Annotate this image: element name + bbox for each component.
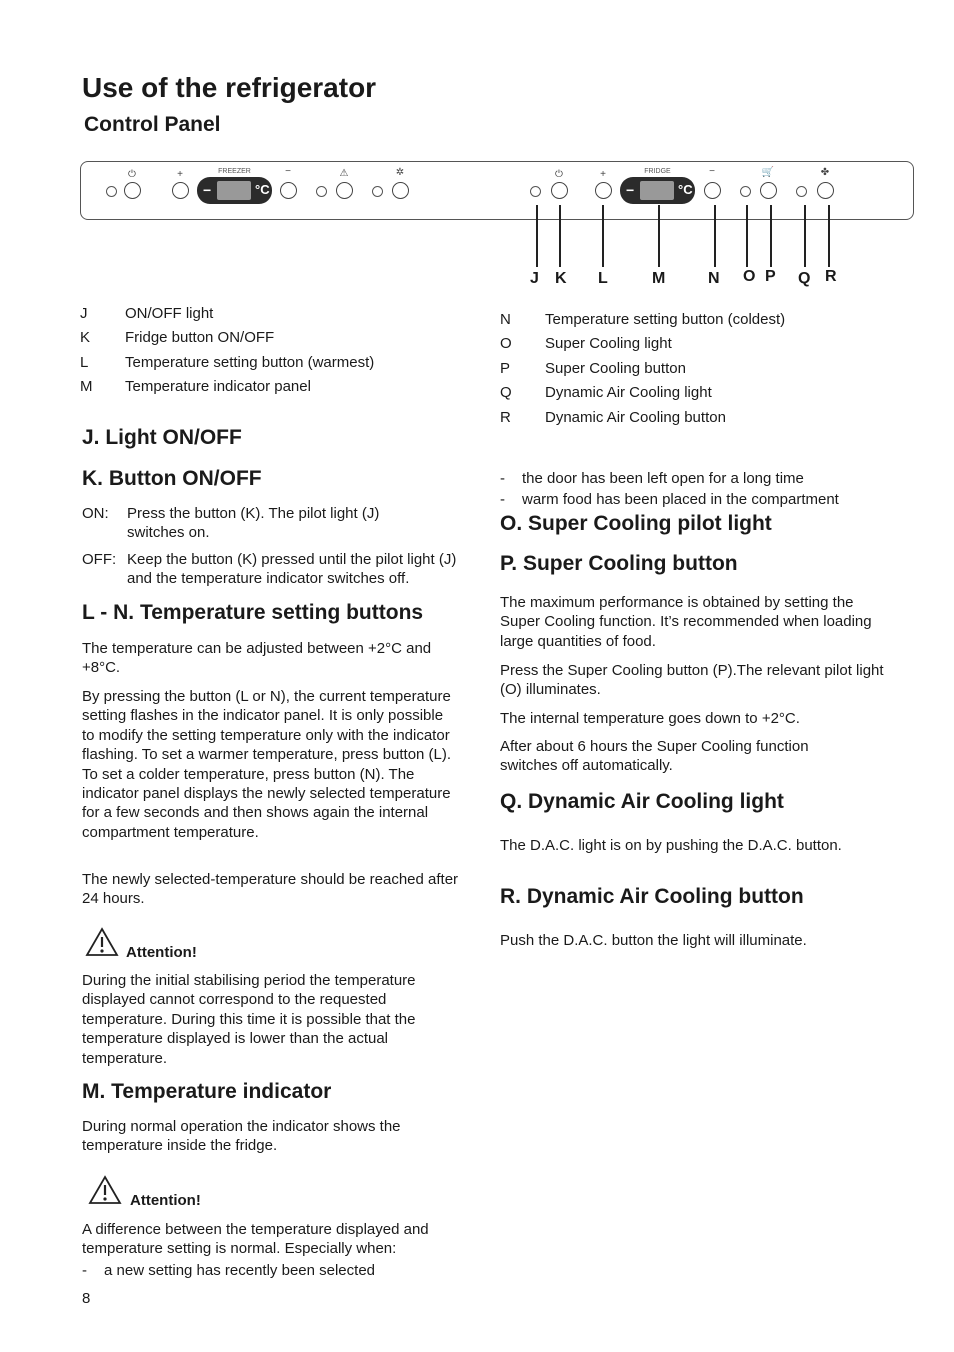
bullet-text: the door has been left open for a long time	[522, 470, 804, 487]
callout-line-o	[746, 205, 748, 267]
legend-label: Temperature setting button (coldest)	[545, 311, 786, 328]
freezer-colder-button	[280, 182, 297, 199]
callout-letter: L	[598, 270, 608, 287]
legend-label: Temperature setting button (warmest)	[125, 354, 375, 371]
callout-line-m	[658, 205, 660, 267]
legend-key: R	[500, 409, 511, 426]
fan-icon: ✤	[820, 167, 830, 178]
super-cooling-light	[740, 186, 751, 197]
paragraph: The newly selected-temperature should be reached after 24 hours.	[82, 871, 459, 908]
display-window	[640, 181, 674, 200]
fridge-colder-button	[704, 182, 721, 199]
alarm-button	[336, 182, 353, 199]
paragraph: After about 6 hours the Super Cooling function switches off automatically.	[500, 738, 809, 775]
bullet-text: warm food has been placed in the compartment	[522, 491, 839, 508]
display-window	[217, 181, 251, 200]
freezer-display-label: FREEZER	[218, 168, 251, 175]
snowflake-icon: ✲	[395, 167, 405, 178]
paragraph: During the initial stabilising period the temperature displayed cannot correspond to the requested temperature. During this time it is possible that the temperature displayed is lower than the actual temperature.	[82, 972, 416, 1067]
paragraph: The temperature can be adjusted between +2°C and +8°C.	[82, 640, 432, 677]
display-degree: °C	[255, 182, 270, 197]
fridge-onoff-light	[530, 186, 541, 197]
display-minus: −	[203, 182, 212, 198]
fast-freeze-button	[392, 182, 409, 199]
callout-letter: O	[743, 268, 756, 285]
legend-label: Dynamic Air Cooling button	[545, 409, 726, 426]
warning-icon	[88, 1175, 122, 1205]
callout-letter: Q	[798, 270, 811, 287]
legend-key: K	[80, 329, 91, 346]
legend-label: Super Cooling light	[545, 335, 672, 352]
fridge-onoff-button	[551, 182, 568, 199]
heading-p: P. Super Cooling button	[500, 552, 738, 575]
heading-m: M. Temperature indicator	[82, 1080, 332, 1103]
freezer-warmer-button	[172, 182, 189, 199]
on-key: ON:	[82, 505, 109, 522]
freezer-onoff-light	[106, 186, 117, 197]
bullet-dash: -	[82, 1262, 87, 1279]
bullet-text: a new setting has recently been selected	[104, 1262, 376, 1279]
fridge-display-label: FRIDGE	[644, 168, 671, 175]
paragraph: During normal operation the indicator shows the temperature inside the fridge.	[82, 1118, 401, 1155]
callout-line-r	[828, 205, 830, 267]
paragraph: A difference between the temperature displayed and temperature setting is normal. Especially when:	[82, 1221, 429, 1258]
legend-key: L	[80, 354, 89, 371]
callout-line-p	[770, 205, 772, 267]
callout-line-k	[559, 205, 561, 267]
paragraph: Press the Super Cooling button (P).The relevant pilot light (O) illuminates.	[500, 662, 884, 699]
attention-label: Attention!	[126, 944, 197, 961]
legend-key: J	[80, 305, 88, 322]
heading-l-n: L - N. Temperature setting buttons	[82, 601, 424, 624]
heading-k: K. Button ON/OFF	[82, 467, 262, 490]
power-icon: ⏻	[128, 169, 136, 180]
fridge-display	[620, 177, 695, 204]
callout-letter: N	[708, 270, 720, 287]
bullet-dash: -	[500, 491, 505, 508]
display-degree: °C	[678, 182, 693, 197]
section-subtitle: Control Panel	[84, 113, 221, 136]
callout-letter: R	[825, 268, 837, 285]
freezer-onoff-button	[124, 182, 141, 199]
warning-icon: ⚠	[339, 168, 349, 179]
paragraph: Push the D.A.C. button the light will illuminate.	[500, 932, 807, 949]
super-cooling-button	[760, 182, 777, 199]
dac-light	[796, 186, 807, 197]
paragraph: By pressing the button (L or N), the current temperature setting flashes in the indicator panel. It is only possible to modify the setting temperature only with the indicator flashing. To set a warmer temperature, press button (L). To set a colder temperature, press button (N). The indicator panel displays the newly selected temperature for a few seconds and then shows again the internal compartment temperature.	[82, 688, 452, 841]
paragraph: The maximum performance is obtained by setting the Super Cooling function. It’s recommended when loading large quantities of food.	[500, 594, 872, 650]
plus-icon: +	[600, 169, 606, 180]
warning-icon	[85, 927, 119, 957]
paragraph: The D.A.C. light is on by pushing the D.A.C. button.	[500, 837, 842, 854]
callout-letter: K	[555, 270, 567, 287]
fridge-warmer-button	[595, 182, 612, 199]
display-minus: −	[626, 182, 635, 198]
legend-label: Temperature indicator panel	[125, 378, 311, 395]
legend-label: ON/OFF light	[125, 305, 214, 322]
minus-icon: −	[285, 166, 291, 177]
heading-q: Q. Dynamic Air Cooling light	[500, 790, 784, 813]
page-number: 8	[82, 1290, 91, 1307]
freezer-display	[197, 177, 272, 204]
off-key: OFF:	[82, 551, 117, 568]
control-panel-diagram	[80, 161, 914, 220]
page-title: Use of the refrigerator	[82, 72, 377, 103]
power-icon: ⏻	[555, 169, 563, 180]
paragraph: The internal temperature goes down to +2°C.	[500, 710, 800, 727]
callout-letter: M	[652, 270, 666, 287]
on-text: Press the button (K). The pilot light (J) switches on.	[127, 505, 380, 542]
legend-key: P	[500, 360, 511, 377]
callout-line-n	[714, 205, 716, 267]
bullet-dash: -	[500, 470, 505, 487]
callout-line-j	[536, 205, 538, 267]
plus-icon: +	[177, 169, 183, 180]
legend-label: Fridge button ON/OFF	[125, 329, 275, 346]
alarm-light	[316, 186, 327, 197]
off-text: Keep the button (K) pressed until the pilot light (J) and the temperature indicator switches off.	[127, 551, 457, 588]
dac-button	[817, 182, 834, 199]
legend-key: N	[500, 311, 511, 328]
legend-label: Dynamic Air Cooling light	[545, 384, 712, 401]
callout-letter: J	[530, 270, 539, 287]
legend-key: Q	[500, 384, 512, 401]
callout-line-q	[804, 205, 806, 267]
callout-line-l	[602, 205, 604, 267]
cart-icon: 🛒	[761, 167, 775, 178]
heading-r: R. Dynamic Air Cooling button	[500, 885, 804, 908]
fast-freeze-light	[372, 186, 383, 197]
heading-o: O. Super Cooling pilot light	[500, 512, 772, 535]
heading-j: J. Light ON/OFF	[82, 426, 242, 449]
minus-icon: −	[709, 166, 715, 177]
attention-label: Attention!	[130, 1192, 201, 1209]
callout-letter: P	[765, 268, 776, 285]
legend-key: M	[80, 378, 93, 395]
legend-label: Super Cooling button	[545, 360, 686, 377]
legend-key: O	[500, 335, 512, 352]
